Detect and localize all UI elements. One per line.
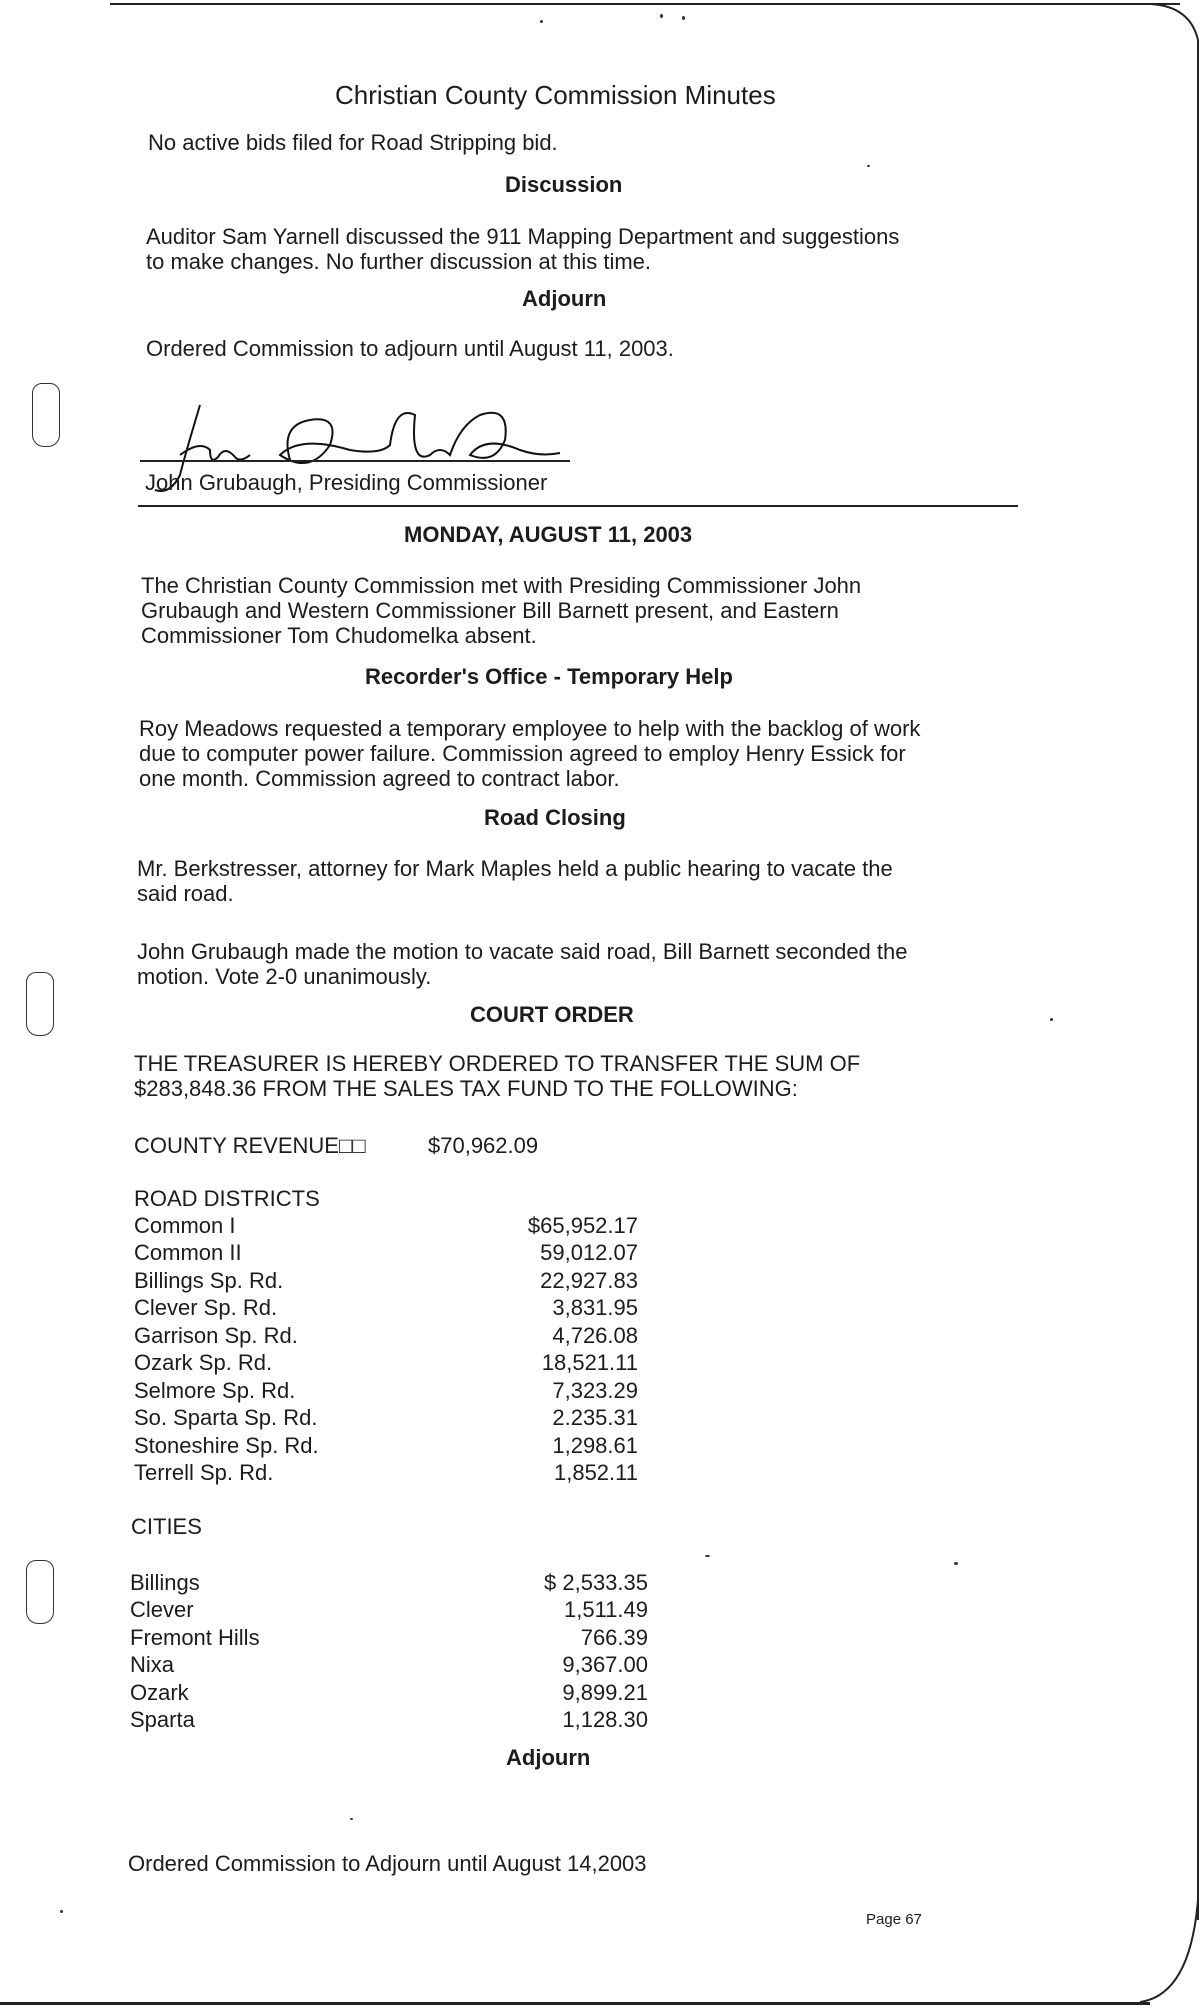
road-district-name: Ozark Sp. Rd.	[134, 1350, 273, 1375]
adjourn-heading: Adjourn	[522, 286, 607, 311]
road-closing-line: Mr. Berkstresser, attorney for Mark Maples held a public hearing to vacate the	[137, 856, 893, 881]
section-divider	[138, 505, 1018, 507]
date-heading: MONDAY, AUGUST 11, 2003	[404, 522, 693, 547]
city-name: Ozark	[130, 1680, 189, 1705]
discussion-paragraph	[146, 224, 899, 274]
signature-name: John Grubaugh, Presiding Commissioner	[145, 470, 548, 495]
scan-speck	[682, 16, 685, 20]
meeting-line: Grubaugh and Western Commissioner Bill Barnett present, and Eastern	[141, 598, 839, 623]
road-district-name: Garrison Sp. Rd.	[134, 1323, 298, 1348]
court-order-paragraph	[134, 1051, 860, 1101]
discussion-line: to make changes. No further discussion at this time.	[146, 249, 652, 274]
discussion-heading: Discussion	[505, 172, 623, 197]
discussion-line: Auditor Sam Yarnell discussed the 911 Mapping Department and suggestions	[146, 224, 900, 249]
bottom-border	[0, 2002, 1150, 2005]
city-name: Nixa	[130, 1652, 175, 1677]
scan-speck	[1050, 1018, 1053, 1021]
road-district-amount: 3,831.95	[552, 1295, 638, 1320]
road-district-amount: 22,927.83	[540, 1268, 638, 1293]
road-vote-line: John Grubaugh made the motion to vacate said road, Bill Barnett seconded the	[137, 939, 908, 964]
road-district-amount: $65,952.17	[527, 1213, 638, 1238]
road-closing-heading: Road Closing	[484, 805, 626, 830]
top-right-corner-curve	[1150, 0, 1200, 60]
road-district-name: Common I	[134, 1213, 236, 1238]
county-revenue-amount: $70,962.09	[428, 1133, 539, 1158]
right-border	[1197, 40, 1199, 1920]
scan-speck	[60, 1910, 63, 1913]
road-district-name: So. Sparta Sp. Rd.	[134, 1405, 318, 1430]
city-name: Clever	[130, 1597, 194, 1622]
road-district-amount: 59,012.07	[540, 1240, 638, 1265]
city-amount: $ 2,533.35	[544, 1570, 648, 1595]
recorder-paragraph	[139, 716, 920, 791]
road-closing-line: said road.	[137, 881, 234, 906]
adjourn-heading-final: Adjourn	[506, 1745, 591, 1770]
cities-heading: CITIES	[131, 1514, 202, 1539]
road-districts-heading: ROAD DISTRICTS	[134, 1186, 320, 1211]
county-revenue-label: COUNTY REVENUE□□	[134, 1133, 366, 1158]
meeting-line: The Christian County Commission met with Presiding Commissioner John	[141, 573, 862, 598]
city-name: Billings	[130, 1570, 200, 1595]
court-order-heading: COURT ORDER	[470, 1002, 634, 1027]
recorder-line: one month. Commission agreed to contract labor.	[139, 766, 620, 791]
road-closing-paragraph	[137, 856, 893, 906]
city-name: Fremont Hills	[130, 1625, 260, 1650]
punch-hole-middle	[26, 972, 54, 1036]
city-name: Sparta	[130, 1707, 195, 1732]
road-district-name: Clever Sp. Rd.	[134, 1295, 278, 1320]
punch-hole-bottom	[26, 1560, 54, 1624]
top-border	[110, 3, 1180, 5]
bottom-right-corner-curve	[1140, 1900, 1200, 2009]
city-amount: 9,899.21	[562, 1680, 648, 1705]
adjourn-paragraph: Ordered Commission to adjourn until August 11, 2003.	[146, 336, 674, 361]
road-district-amount: 1,298.61	[552, 1433, 638, 1458]
road-vote-line: motion. Vote 2-0 unanimously.	[137, 964, 432, 989]
scan-speck	[705, 1555, 710, 1557]
road-district-amount: 4,726.08	[552, 1323, 638, 1348]
meeting-paragraph	[141, 573, 861, 648]
document-title: Christian County Commission Minutes	[335, 80, 776, 110]
court-order-line: $283,848.36 FROM THE SALES TAX FUND TO THE FOLLOWING:	[134, 1076, 798, 1101]
page-number: Page 67	[866, 1911, 922, 1928]
road-district-amount: 1,852.11	[553, 1460, 638, 1485]
road-district-name: Terrell Sp. Rd.	[134, 1460, 274, 1485]
road-district-name: Stoneshire Sp. Rd.	[134, 1433, 319, 1458]
road-district-amount: 18,521.11	[541, 1350, 638, 1375]
meeting-line: Commissioner Tom Chudomelka absent.	[141, 623, 537, 648]
road-district-name: Common II	[134, 1240, 242, 1265]
road-district-amount: 7,323.29	[552, 1378, 638, 1403]
road-vote-paragraph	[137, 939, 907, 989]
scan-speck	[954, 1562, 958, 1565]
bids-paragraph: No active bids filed for Road Stripping bid.	[148, 130, 558, 155]
scan-speck	[867, 165, 870, 167]
city-amount: 1,128.30	[562, 1707, 648, 1732]
road-district-amount: 2.235.31	[552, 1405, 638, 1430]
recorder-line: Roy Meadows requested a temporary employee to help with the backlog of work	[139, 716, 921, 741]
scan-speck	[660, 14, 663, 18]
road-district-name: Selmore Sp. Rd.	[134, 1378, 296, 1403]
court-order-line: THE TREASURER IS HEREBY ORDERED TO TRANSFER THE SUM OF	[134, 1051, 861, 1076]
recorder-heading: Recorder's Office - Temporary Help	[365, 664, 733, 689]
city-amount: 766.39	[580, 1625, 648, 1650]
road-district-name: Billings Sp. Rd.	[134, 1268, 284, 1293]
scan-speck	[540, 20, 543, 23]
adjourn-paragraph-final: Ordered Commission to Adjourn until August 14,2003	[128, 1851, 647, 1876]
punch-hole-top	[32, 383, 60, 447]
recorder-line: due to computer power failure. Commission agreed to employ Henry Essick for	[139, 741, 906, 766]
signature-rule	[140, 460, 570, 462]
city-amount: 9,367.00	[562, 1652, 648, 1677]
scan-speck	[350, 1818, 353, 1820]
city-amount: 1,511.49	[563, 1597, 648, 1622]
